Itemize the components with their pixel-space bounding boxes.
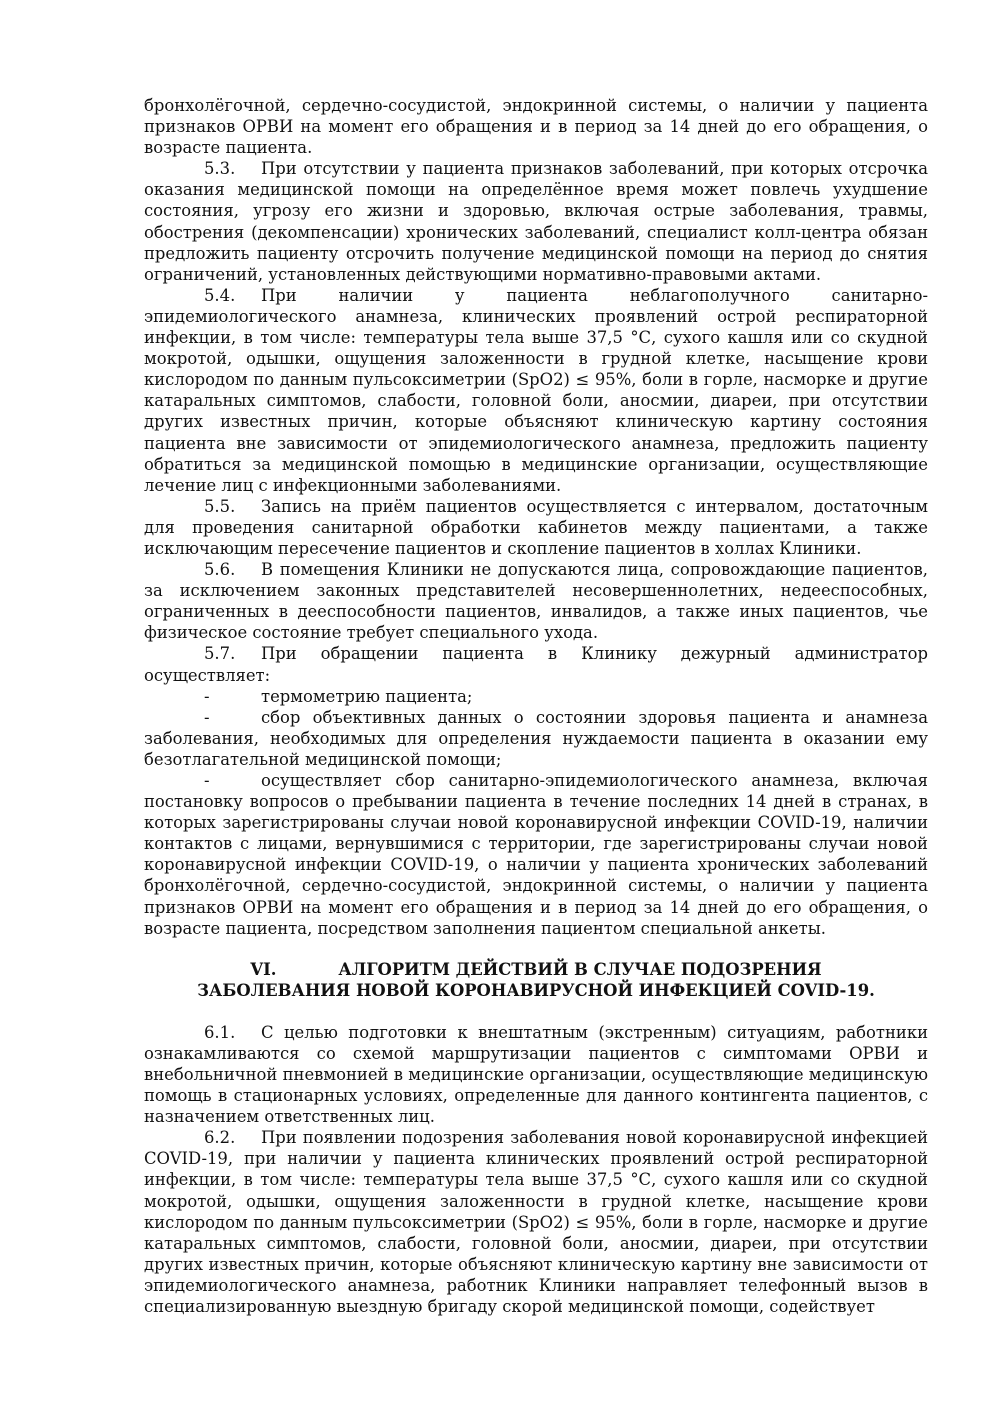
paragraph-5-5 bbox=[144, 496, 928, 559]
paragraph-text: При обращении пациента в Клинику дежурный администратор осуществляет: bbox=[144, 644, 928, 685]
paragraph-number: 5.7. bbox=[204, 644, 236, 664]
paragraph-number: 5.5. bbox=[204, 496, 236, 516]
list-item bbox=[144, 770, 928, 939]
paragraph-5-7 bbox=[144, 643, 928, 685]
paragraph-5-3 bbox=[144, 158, 928, 285]
paragraph-number: 6.1. bbox=[204, 1022, 236, 1042]
paragraph-text: При отсутствии у пациента признаков заболеваний, при которых отсрочка оказания медицинской помощи на определённое время может повлечь ухудшение состояния, угрозу его жизни и здоровью, включая острые заболевания, травмы, обострения (декомпенсации) хронических заболеваний, специалист колл-центра обязан предложить пациенту отсрочить получение медицинской помощи на период до снятия ограничений, установленных действующими нормативно-правовыми актами. bbox=[144, 159, 928, 284]
section-number: VI. bbox=[250, 959, 277, 979]
paragraph-number: 6.2. bbox=[204, 1128, 236, 1148]
paragraph-number: 5.3. bbox=[204, 159, 236, 179]
paragraph-5-6 bbox=[144, 559, 928, 643]
paragraph-text: При наличии у пациента неблагополучного санитарно-эпидемиологического анамнеза, клинических проявлений острой респираторной инфекции, в том числе: температуры тела выше 37,5 °С, сухого кашля или со скудной мокротой, одышки, ощущения заложенности в грудной клетке, насыщение крови кислородом по данным пульсоксиметрии (SpO2) ≤ 95%, боли в горле, насморке и другие катаральных симптомов, слабости, головной боли, аносмии, диареи, при отсутствии других известных причин, которые объясняют клиническую картину состояния пациента вне зависимости от эпидемиологического анамнеза, предложить пациенту обратиться за медицинской помощью в медицинские организации, осуществляющие лечение лиц с инфекционными заболеваниями. bbox=[144, 285, 928, 495]
paragraph-text: С целью подготовки к внештатным (экстренным) ситуациям, работники ознакамливаются со схемой маршрутизации пациентов с симптомами ОРВИ и внебольничной пневмонией в медицинские организации, осуществляющие медицинскую помощь в стационарных условиях, определенные для данного контингента пациентов, с назначением ответственных лиц. bbox=[144, 1022, 928, 1127]
intro-continuation: бронхолёгочной, сердечно-сосудистой, эндокринной системы, о наличии у пациента признаков ОРВИ на момент его обращения и в период за 14 дней до его обращения, о возрасте пациента. bbox=[144, 96, 928, 158]
list-dash: - bbox=[204, 771, 210, 790]
paragraph-text: Запись на приём пациентов осуществляется с интервалом, достаточным для проведения санитарной обработки кабинетов между пациентами, а также исключающим пересечение пациентов и скопление пациентов в холлах Клиники. bbox=[144, 496, 928, 558]
list-item bbox=[144, 686, 928, 707]
section-title-line-1: АЛГОРИТМ ДЕЙСТВИЙ В СЛУЧАЕ ПОДОЗРЕНИЯ bbox=[338, 959, 822, 979]
paragraph-5-4 bbox=[144, 285, 928, 496]
paragraph-text: В помещения Клиники не допускаются лица, сопровождающие пациентов, за исключением законных представителей несовершеннолетних, недееспособных, ограниченных в дееспособности пациентов, инвалидов, а также иных пациентов, чье физическое состояние требует специального ухода. bbox=[144, 560, 928, 643]
paragraph-6-1 bbox=[144, 1022, 928, 1127]
paragraph-6-2 bbox=[144, 1127, 928, 1317]
paragraph-number: 5.4. bbox=[204, 285, 236, 305]
section-6-heading bbox=[144, 959, 928, 1001]
list-dash: - bbox=[204, 707, 210, 727]
list-item-text: сбор объективных данных о состоянии здоровья пациента и анамнеза заболевания, необходимых для определения нуждаемости пациента в оказании ему безотлагательной медицинской помощи; bbox=[144, 707, 928, 769]
paragraph-number: 5.6. bbox=[204, 560, 236, 580]
list-item-text: термометрию пациента; bbox=[261, 686, 473, 706]
list-item bbox=[144, 707, 928, 770]
list-item-text: осуществляет сбор санитарно-эпидемиологического анамнеза, включая постановку вопросов о пребывании пациента в течение последних 14 дней в странах, в которых зарегистрированы случаи новой коронавирусной инфекции COVID-19, наличии контактов с лицами, вернувшимися с территории, где зарегистрированы случаи новой коронавирусной инфекции COVID-19, о наличии у пациента хронических заболеваний бронхолёгочной, сердечно-сосудистой, эндокринной системы, о наличии у пациента признаков ОРВИ на момент его обращения и в период за 14 дней до его обращения, о возрасте пациента, посредством заполнения пациентом специальной анкеты. bbox=[144, 771, 928, 938]
list-dash: - bbox=[204, 686, 210, 706]
section-title-line-2: ЗАБОЛЕВАНИЯ НОВОЙ КОРОНАВИРУСНОЙ ИНФЕКЦИЕЙ COVID-19. bbox=[197, 980, 875, 1000]
paragraph-text: При появлении подозрения заболевания новой коронавирусной инфекцией COVID-19, при наличии у пациента клинических проявлений острой респираторной инфекции, в том числе: температуры тела выше 37,5 °С, сухого кашля или со скудной мокротой, одышки, ощущения заложенности в грудной клетке, насыщение крови кислородом по данным пульсоксиметрии (SpO2) ≤ 95%, боли в горле, насморке и другие катаральных симптомов, слабости, головной боли, аносмии, диареи, при отсутствии других известных причин, которые объясняют клиническую картину вне зависимости от эпидемиологического анамнеза, работник Клиники направляет телефонный вызов в специализированную выездную бригаду скорой медицинской помощи, содействует bbox=[144, 1128, 928, 1316]
